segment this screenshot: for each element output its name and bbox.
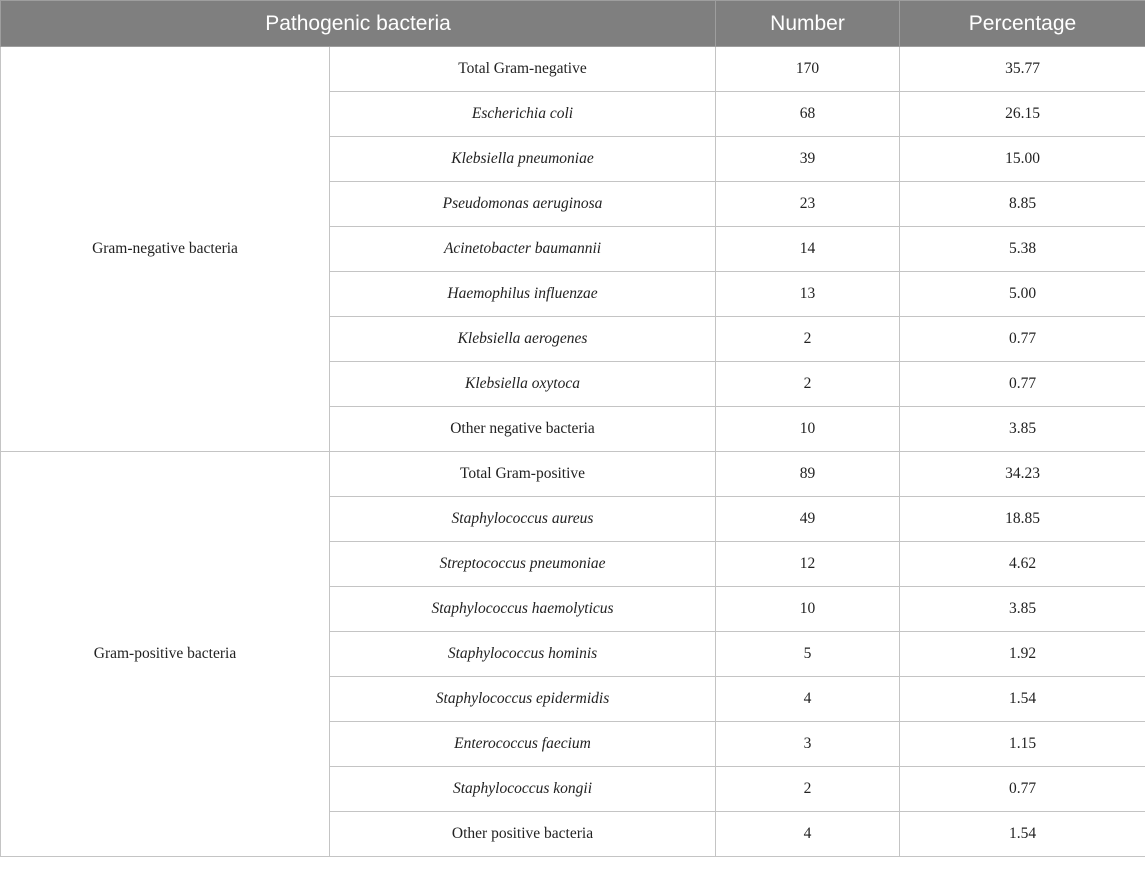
percentage-cell: 26.15	[900, 92, 1145, 137]
percentage-cell: 8.85	[900, 182, 1145, 227]
header-row	[1, 1, 1145, 47]
bacteria-name-cell: Other negative bacteria	[330, 407, 716, 452]
percentage-cell: 1.54	[900, 812, 1145, 857]
bacteria-name-cell: Total Gram-negative	[330, 47, 716, 92]
number-cell: 4	[716, 812, 900, 857]
percentage-cell: 1.54	[900, 677, 1145, 722]
number-cell: 49	[716, 497, 900, 542]
percentage-cell: 0.77	[900, 767, 1145, 812]
header-pathogenic-bacteria: Pathogenic bacteria	[1, 1, 716, 47]
percentage-cell: 0.77	[900, 317, 1145, 362]
percentage-cell: 1.92	[900, 632, 1145, 677]
bacteria-name-cell: Haemophilus influenzae	[330, 272, 716, 317]
bacteria-name-cell: Escherichia coli	[330, 92, 716, 137]
bacteria-name-cell: Staphylococcus kongii	[330, 767, 716, 812]
bacteria-name-cell: Klebsiella pneumoniae	[330, 137, 716, 182]
bacteria-name-cell: Staphylococcus aureus	[330, 497, 716, 542]
number-cell: 14	[716, 227, 900, 272]
bacteria-name-cell: Staphylococcus haemolyticus	[330, 587, 716, 632]
table-row	[1, 452, 1145, 497]
number-cell: 3	[716, 722, 900, 767]
number-cell: 4	[716, 677, 900, 722]
number-cell: 13	[716, 272, 900, 317]
number-cell: 39	[716, 137, 900, 182]
table-body	[1, 47, 1145, 857]
percentage-cell: 3.85	[900, 407, 1145, 452]
header-percentage: Percentage	[900, 1, 1145, 47]
number-cell: 89	[716, 452, 900, 497]
number-cell: 5	[716, 632, 900, 677]
bacteria-name-cell: Staphylococcus hominis	[330, 632, 716, 677]
group-label: Gram-negative bacteria	[1, 47, 330, 452]
table-header	[1, 1, 1145, 47]
percentage-cell: 5.38	[900, 227, 1145, 272]
number-cell: 10	[716, 587, 900, 632]
bacteria-name-cell: Klebsiella aerogenes	[330, 317, 716, 362]
table-row	[1, 47, 1145, 92]
percentage-cell: 1.15	[900, 722, 1145, 767]
bacteria-name-cell: Streptococcus pneumoniae	[330, 542, 716, 587]
number-cell: 10	[716, 407, 900, 452]
group-label: Gram-positive bacteria	[1, 452, 330, 857]
bacteria-name-cell: Other positive bacteria	[330, 812, 716, 857]
number-cell: 2	[716, 362, 900, 407]
percentage-cell: 0.77	[900, 362, 1145, 407]
bacteria-name-cell: Pseudomonas aeruginosa	[330, 182, 716, 227]
bacteria-name-cell: Enterococcus faecium	[330, 722, 716, 767]
bacteria-name-cell: Acinetobacter baumannii	[330, 227, 716, 272]
number-cell: 12	[716, 542, 900, 587]
bacteria-name-cell: Total Gram-positive	[330, 452, 716, 497]
percentage-cell: 18.85	[900, 497, 1145, 542]
number-cell: 2	[716, 767, 900, 812]
percentage-cell: 15.00	[900, 137, 1145, 182]
bacteria-name-cell: Klebsiella oxytoca	[330, 362, 716, 407]
percentage-cell: 4.62	[900, 542, 1145, 587]
number-cell: 2	[716, 317, 900, 362]
percentage-cell: 5.00	[900, 272, 1145, 317]
bacteria-name-cell: Staphylococcus epidermidis	[330, 677, 716, 722]
percentage-cell: 34.23	[900, 452, 1145, 497]
number-cell: 23	[716, 182, 900, 227]
percentage-cell: 3.85	[900, 587, 1145, 632]
header-number: Number	[716, 1, 900, 47]
number-cell: 170	[716, 47, 900, 92]
percentage-cell: 35.77	[900, 47, 1145, 92]
number-cell: 68	[716, 92, 900, 137]
